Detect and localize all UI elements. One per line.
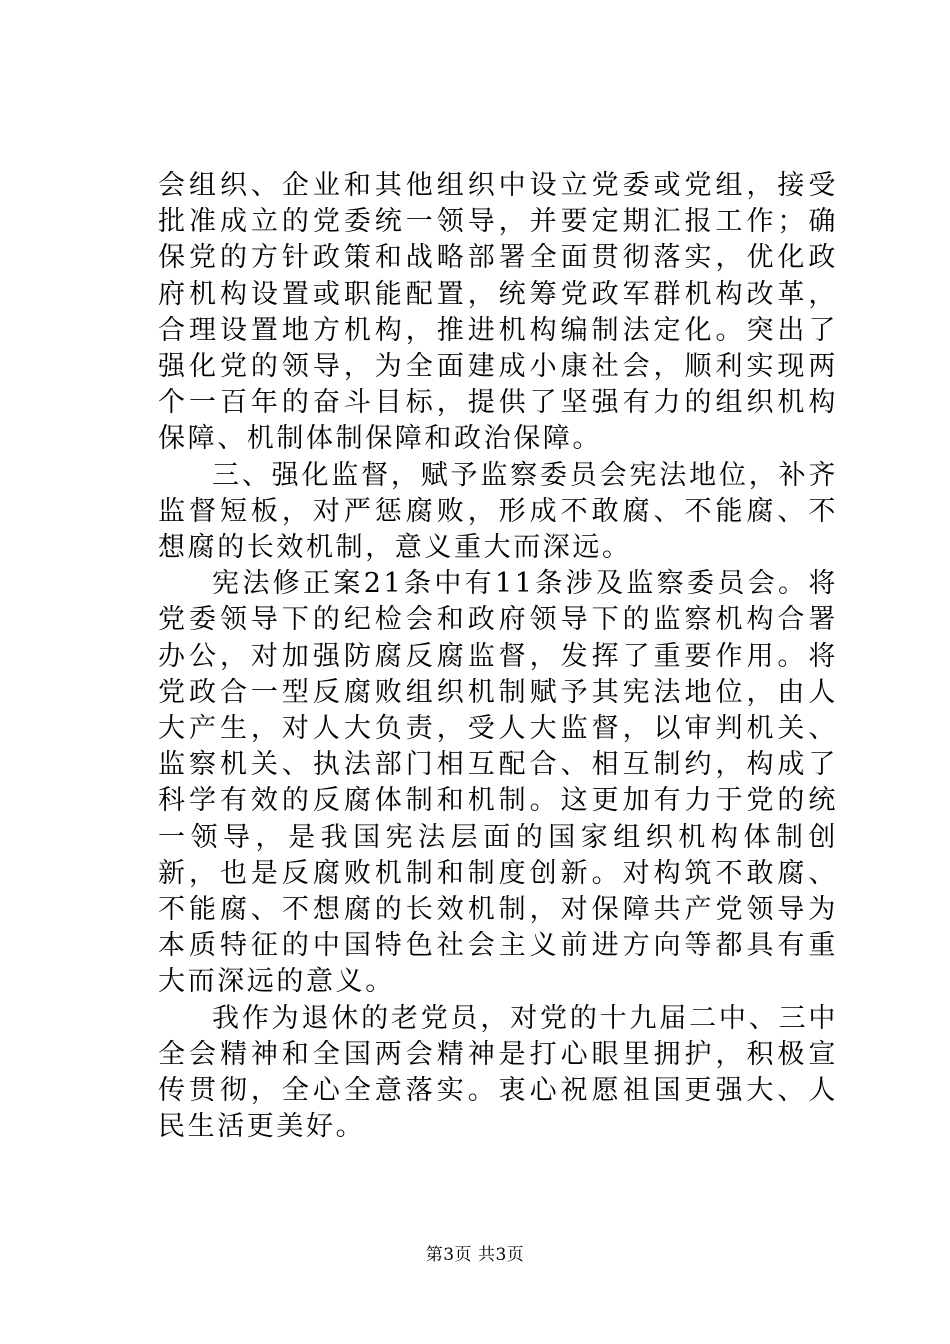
document-body: [158, 168, 838, 1145]
paragraph-continuation: 会组织、企业和其他组织中设立党委或党组，接受批准成立的党委统一领导，并要定期汇报工作；确保党的方针政策和战略部署全面贯彻落实，优化政府机构设置或职能配置，统筹党政军群机构改革，合理设置地方机构，推进机构编制法定化。突出了强化党的领导，为全面建成小康社会，顺利实现两个一百年的奋斗目标，提供了坚强有力的组织机构保障、机制体制保障和政治保障。: [158, 170, 838, 455]
paragraph-section-three: 三、强化监督，赋予监察委员会宪法地位，补齐监督短板，对严惩腐败，形成不敢腐、不能腐、不想腐的长效机制，意义重大而深远。: [158, 459, 838, 564]
page-number-footer: 第3页 共3页: [425, 1245, 525, 1265]
paragraph-closing: 我作为退休的老党员，对党的十九届二中、三中全会精神和全国两会精神是打心眼里拥护，积极宣传贯彻，全心全意落实。衷心祝愿祖国更强大、人民生活更美好。: [158, 1002, 838, 1143]
paragraph-amendment: 宪法修正案21条中有11条涉及监察委员会。将党委领导下的纪检会和政府领导下的监察机构合署办公，对加强防腐反腐监督，发挥了重要作用。将党政合一型反腐败组织机制赋予其宪法地位，由人大产生，对人大负责，受人大监督，以审判机关、监察机关、执法部门相互配合、相互制约，构成了科学有效的反腐体制和机制。这更加有力于党的统一领导，是我国宪法层面的国家组织机构体制创新，也是反腐败机制和制度创新。对构筑不敢腐、不能腐、不想腐的长效机制，对保障共产党领导为本质特征的中国特色社会主义前进方向等都具有重大而深远的意义。: [158, 568, 838, 998]
